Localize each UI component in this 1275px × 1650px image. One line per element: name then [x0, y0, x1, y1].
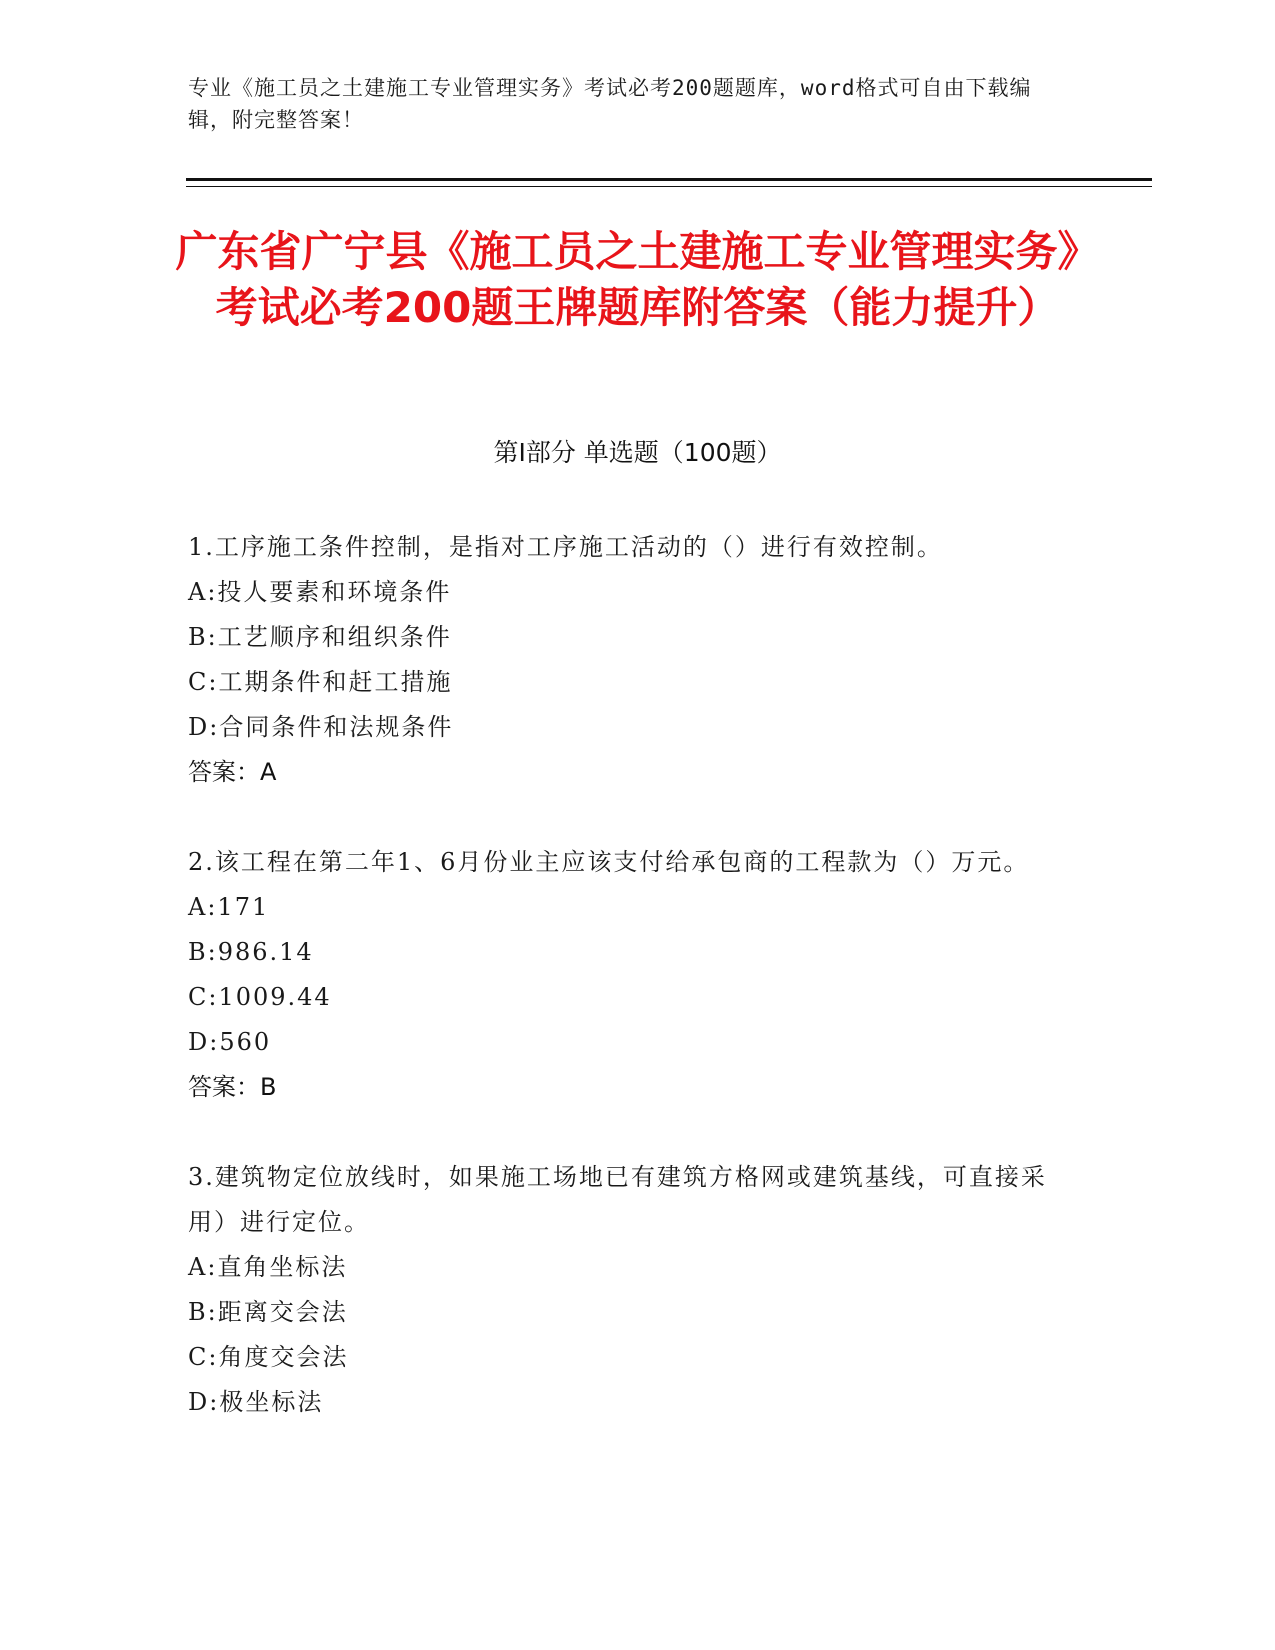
question-stem: 1.工序施工条件控制，是指对工序施工活动的（）进行有效控制。: [188, 533, 943, 561]
option-a: A:投人要素和环境条件: [188, 578, 452, 606]
option-b: B:986.14: [188, 938, 314, 966]
option-d: D:560: [188, 1028, 272, 1056]
question-stem: 3.建筑物定位放线时，如果施工场地已有建筑方格网或建筑基线，可直接采用）进行定位。: [188, 1163, 1047, 1236]
option-c: C:角度交会法: [188, 1343, 349, 1371]
section-title: 第I部分 单选题（100题）: [493, 438, 782, 467]
question-list: [188, 525, 1078, 1425]
option-d: D:极坐标法: [188, 1388, 324, 1416]
option-c: C:工期条件和赶工措施: [188, 668, 453, 696]
header-divider-thin: [186, 186, 1152, 187]
option-b: B:距离交会法: [188, 1298, 348, 1326]
question-item: [188, 1155, 1078, 1425]
question-item: [188, 840, 1078, 1110]
option-d: D:合同条件和法规条件: [188, 713, 454, 741]
answer-text: 答案：A: [188, 758, 277, 786]
header-divider-thick: [186, 178, 1152, 181]
option-c: C:1009.44: [188, 983, 332, 1011]
document-title: 广东省广宁县《施工员之土建施工专业管理实务》考试必考200题王牌题库附答案（能力提升）: [175, 227, 1100, 332]
header-note: 专业《施工员之土建施工专业管理实务》考试必考200题题库，word格式可自由下载编辑，附完整答案！: [188, 76, 1032, 132]
option-b: B:工艺顺序和组织条件: [188, 623, 452, 651]
question-item: [188, 525, 1078, 795]
option-a: A:171: [188, 893, 270, 921]
answer-text: 答案：B: [188, 1073, 277, 1101]
question-stem: 2.该工程在第二年1、6月份业主应该支付给承包商的工程款为（）万元。: [188, 848, 1030, 876]
option-a: A:直角坐标法: [188, 1253, 348, 1281]
